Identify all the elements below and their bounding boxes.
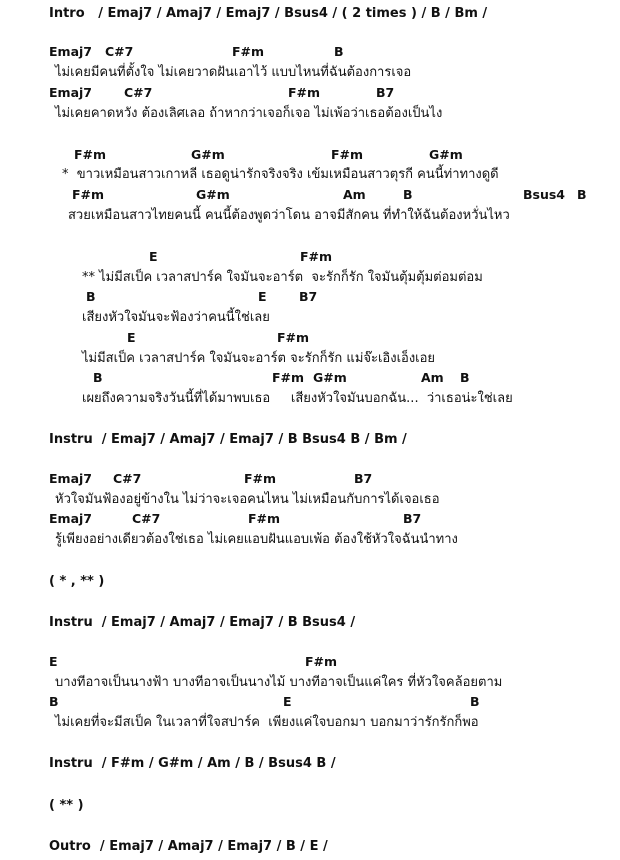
verse2-chord-line-2: [0, 513, 620, 527]
chord: F#m: [300, 249, 333, 264]
chord: Am: [421, 370, 444, 385]
chord: C#7: [132, 511, 161, 526]
chord: Am: [343, 187, 366, 202]
chord: C#7: [113, 471, 142, 486]
chord: F#m: [277, 330, 310, 345]
verse2-lyric-line-1: หัวใจมันฟ้องอยู่ข้างใน ไม่ว่าจะเจอคนไหน ไม่เหมือนกับการได้เจอเธอ: [55, 492, 440, 507]
chord: B: [86, 289, 96, 304]
chord: F#m: [305, 654, 338, 669]
pre-chorus-chord-line-1: [0, 149, 620, 163]
pre-chorus-lyric-line-2: สวยเหมือนสาวไทยคนนี้ คนนี้ต้องพูดว่าโดน อาจมีสักคน ที่ทำให้ฉันต้องหวั่นไหว: [68, 208, 510, 223]
pre-chorus-lyric-line-1: * ขาวเหมือนสาวเกาหลี เธอดูน่ารักจริงจริง เข้มเหมือนสาวตุรกี คนนี้ท่าทางดูดี: [62, 167, 499, 182]
intro-line: Intro / Emaj7 / Amaj7 / Emaj7 / Bsus4 / ( 2 times ) / B / Bm /: [49, 6, 488, 21]
chord: Emaj7: [49, 471, 92, 486]
chord: Emaj7: [49, 511, 92, 526]
bridge-chord-line-1: [0, 656, 620, 670]
chorus-chord-line-4: [0, 372, 620, 386]
chord: B7: [299, 289, 318, 304]
verse1-lyric-line-1: ไม่เคยมีคนที่ตั้งใจ ไม่เคยวาดฝันเอาไว้ แบบไหนที่ฉันต้องการเจอ: [55, 65, 412, 80]
verse2-lyric-line-2: รู้เพียงอย่างเดียวต้องใช่เธอ ไม่เคยแอบฝันแอบเพ้อ ต้องใช้หัวใจฉันนำทาง: [55, 532, 458, 547]
verse2-chord-line-1: [0, 473, 620, 487]
chord: B: [334, 44, 344, 59]
chord: F#m: [232, 44, 265, 59]
chorus-chord-line-3: [0, 332, 620, 346]
pre-chorus-chord-line-2: [0, 189, 620, 203]
bridge-lyric-line-1: บางทีอาจเป็นนางฟ้า บางทีอาจเป็นนางไม้ บางทีอาจเป็นแค่ใคร ที่หัวใจคล้อยตาม: [55, 675, 503, 690]
chord: F#m: [74, 147, 107, 162]
instru-line-2: Instru / Emaj7 / Amaj7 / Emaj7 / B Bsus4 /: [49, 615, 356, 630]
chord: F#m: [288, 85, 321, 100]
instru-line-3: Instru / F#m / G#m / Am / B / Bsus4 B /: [49, 756, 336, 771]
chord: B7: [376, 85, 395, 100]
chord: G#m: [191, 147, 225, 162]
chord: Emaj7: [49, 85, 92, 100]
bridge-chord-line-2: [0, 696, 620, 710]
chord: B: [460, 370, 470, 385]
chorus-lyric-line-4: เผยถึงความจริงวันนี้ที่ได้มาพบเธอ เสียงหัวใจมันบอกฉัน... ว่าเธอน่ะใช่เลย: [82, 391, 513, 406]
chord: Emaj7: [49, 44, 92, 59]
verse1-chord-line-1: [0, 46, 620, 60]
chorus-lyric-line-1: ** ไม่มีสเป็ค เวลาสปาร์ค ใจมันจะอาร์ต จะรักก็รัก ใจมันตุ้มตุ้มต่อมต่อม: [82, 270, 483, 285]
chord: E: [283, 694, 292, 709]
chord: F#m: [244, 471, 277, 486]
chord: B: [93, 370, 103, 385]
chord: G#m: [196, 187, 230, 202]
verse1-lyric-line-2: ไม่เคยคาดหวัง ต้องเลิศเลอ ถ้าหากว่าเจอก็เจอ ไม่เพ้อว่าเธอต้องเป็นไง: [55, 106, 443, 121]
chord: E: [49, 654, 58, 669]
chord: B: [470, 694, 480, 709]
chord: E: [258, 289, 267, 304]
repeat-marker-1: ( * , ** ): [49, 574, 105, 589]
chord: E: [127, 330, 136, 345]
verse1-chord-line-2: [0, 87, 620, 101]
chord: E: [149, 249, 158, 264]
chord: F#m: [248, 511, 281, 526]
bridge-lyric-line-2: ไม่เคยที่จะมีสเป็ค ในเวลาที่ใจสปาร์ค เพียงแค่ใจบอกมา บอกมาว่ารักรักก็พอ: [55, 715, 479, 730]
chorus-chord-line-1: [0, 251, 620, 265]
chord: F#m: [272, 370, 305, 385]
chord: C#7: [105, 44, 134, 59]
chorus-lyric-line-2: เสียงหัวใจมันจะฟ้องว่าคนนี้ใช่เลย: [82, 310, 270, 325]
repeat-marker-2: ( ** ): [49, 798, 84, 813]
chord: B: [403, 187, 413, 202]
chord: B: [49, 694, 59, 709]
chord: Bsus4: [523, 187, 566, 202]
chord: B: [577, 187, 587, 202]
chord: B7: [354, 471, 373, 486]
chord: B7: [403, 511, 422, 526]
chorus-chord-line-2: [0, 291, 620, 305]
chord: G#m: [429, 147, 463, 162]
instru-line-1: Instru / Emaj7 / Amaj7 / Emaj7 / B Bsus4 B / Bm /: [49, 432, 407, 447]
chord: F#m: [72, 187, 105, 202]
chorus-lyric-line-3: ไม่มีสเป็ค เวลาสปาร์ค ใจมันจะอาร์ต จะรักก็รัก แม่จ๊ะเอิงเอ็งเอย: [82, 351, 436, 366]
chord: C#7: [124, 85, 153, 100]
outro-line: Outro / Emaj7 / Amaj7 / Emaj7 / B / E /: [49, 839, 328, 854]
chord: G#m: [313, 370, 347, 385]
chord: F#m: [331, 147, 364, 162]
